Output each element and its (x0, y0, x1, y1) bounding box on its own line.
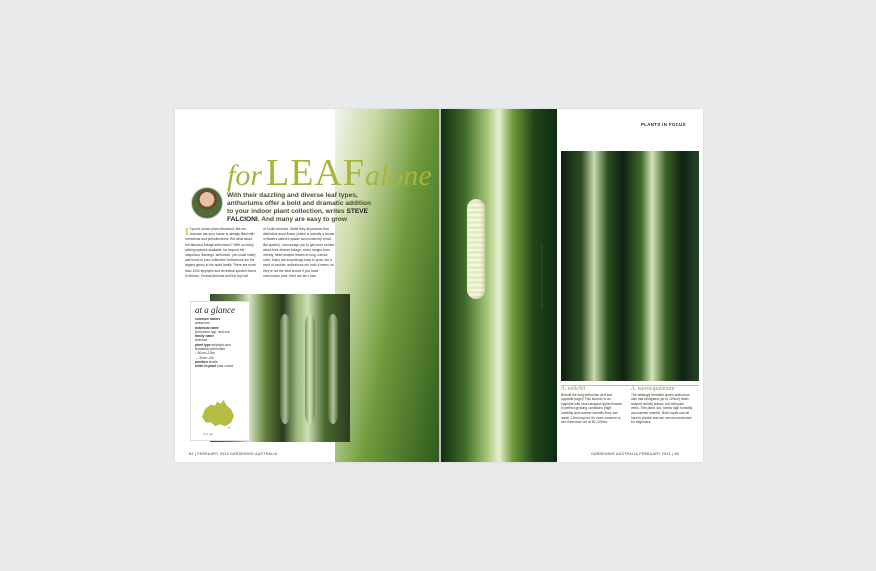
title-for: for (227, 159, 263, 192)
glance-item: ↕ 60cm–2.5m (195, 351, 215, 356)
author-avatar (191, 187, 223, 219)
folio-left: 84 | FEBRUARY 2024 GARDENING AUSTRALIA (189, 452, 278, 456)
glance-item: common names anthurium (195, 317, 221, 326)
left-page (175, 109, 439, 462)
title-leaf: LEAF (266, 152, 366, 194)
author-name: STEVE FALCIONI (227, 208, 369, 223)
article-title (227, 151, 432, 195)
drop-cap: I (185, 226, 189, 238)
map-label: In a pot (203, 432, 214, 436)
anthurium-photo-right (561, 151, 699, 381)
title-alone: alone (365, 159, 432, 192)
glance-item: ↔ 30cm–2m (195, 355, 214, 360)
anthurium-spathe-photo (441, 109, 557, 462)
caption-text: Behold the king anthurium (left and opposite page)! This stunner is an epiphyte with heart-shaped rippled leaves. In perfect growing conditions (high humidity and warmer warmth) they can reach 1.5m long but it's more common to see them max out at 80–100cm. (561, 392, 623, 425)
anthurium-spadix (467, 199, 485, 299)
leaf-shape (328, 314, 338, 424)
caption-warocqueanum (631, 387, 693, 425)
body-text-2: of South America. While they all produce that distinctive aroid flower (which is actually a cluster of flowers called a spadix surrounded by a leaf-like spathe), I encourage you to get more excited about their diverse foliage, which ranges from velvety, heart-shaped leaves to long, narrow ones. Many are surprisingly easy to grow, but a word of caution: anthuriums are toxic if eaten, so they're not the best choice if you have overcurious pets. Here are ten I love. (263, 227, 335, 278)
caption-text: The strikingly beautiful queen anthurium also has elongated (up to 120cm) heart-shaped velvety leaves, but with pale veins. This plant, too, needs high humidity and warmer warmth. Both royals can be hard to please and are not recommended for beginners. (631, 392, 693, 425)
glance-item: family name Araceae (195, 334, 215, 343)
standfirst (227, 192, 375, 224)
glance-item: plant type epiphytic and terrestrial perennials (195, 342, 231, 352)
glance-item: when to plant year-round (195, 364, 234, 369)
body-column-1 (185, 227, 257, 279)
australia-map-icon (199, 398, 237, 430)
glance-item: botanical name Anthurium spp. and cvs. (195, 325, 231, 334)
body-text-1: f you're indoor plant-obsessed, like me, chances are your house is already filled with monsteras and philodendrons. But what about the fabulous foliage anthuriums? With so many striking species available, far beyond the ubiquitous 'flamingo' anthurium, you could easily add some to your collection! Anthuriums are the largest genus in the aroid family. There are more than 1000 epiphytic and terrestrial species found in Mexico, Central America and the top half (185, 227, 256, 278)
glance-heading: at a glance (195, 305, 235, 315)
at-a-glance-box (190, 301, 250, 441)
body-column-2 (263, 227, 335, 279)
section-label: PLANTS IN FOCUS (641, 122, 686, 127)
leaf-shape (305, 314, 315, 424)
folio-right: GARDENING AUSTRALIA FEBRUARY 2024 | 85 (591, 452, 680, 456)
magazine-spread (175, 109, 703, 462)
glance-item: position shade (195, 359, 218, 364)
photo-credit: PHOTOS: GETTY IMAGES, STEVE FALCIONI, ALAMY (541, 244, 544, 309)
standfirst-tail: . And many are easy to grow (257, 216, 347, 223)
leaf-shape (280, 314, 290, 424)
caption-title: A. warocqueanum (631, 386, 675, 392)
standfirst-text: With their dazzling and diverse leaf types, anthuriums offer a bold and dramatic addition to your indoor plant collection, writes (227, 192, 371, 215)
caption-veitchii (561, 387, 623, 425)
caption-title: A. veitchii (561, 386, 586, 392)
